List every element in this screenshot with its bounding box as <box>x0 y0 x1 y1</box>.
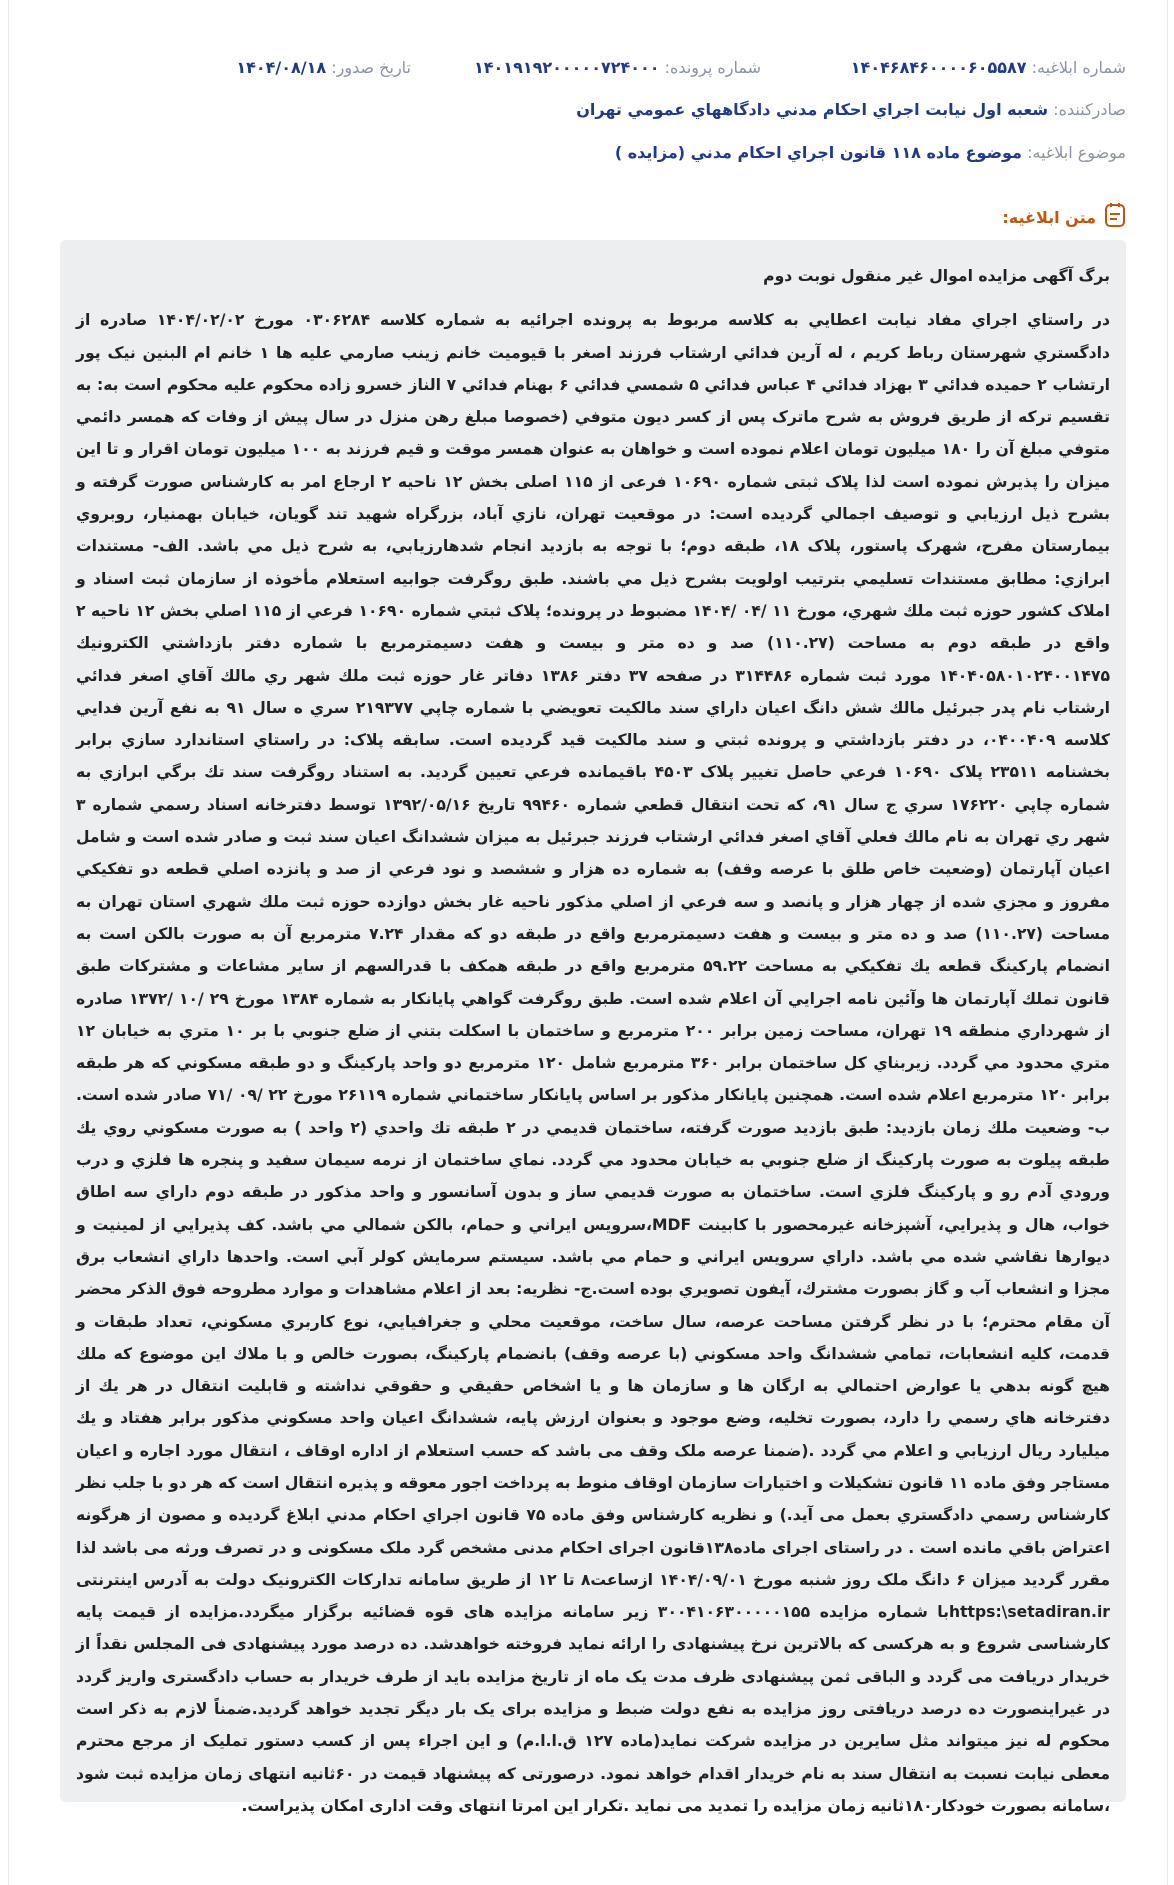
issue-date <box>236 58 411 77</box>
notice-text: در راستاي اجراي مفاد نيابت اعطايي به كلاسه مربوط به پرونده اجرائيه به شماره كلاسه ۰۳۰۶۲۸۴ مورخ ۱۴۰۴/۰۲/۰۲ صادره از دادگستري شهرستان رباط كريم ، له آرين فدائي ارشتاب فرزند اصغر با قيوميت خانم زينب صارمي عليه ها ۱ خانم ام البنين نيک پور ارتشاب ۲ حميده فدائي ۳ بهزاد فدائي ۴ عباس فدائي ۵ شمسي فدائي ۶ بهنام فدائي ۷ الناز خسرو زاده محكوم عليه محكوم است به: به تقسيم تركه از طريق فروش به شرح ماترک پس از كسر ديون متوفي (خصوصا مبلغ رهن منزل در سال پيش از وفات كه همسر دائمي متوفي مبلغ آن را ۱۸۰ ميليون تومان اعلام نموده است و خواهان به عنوان همسر موقت و قيم فرزند به ۱۰۰ ميليون تومان اقرار و تا اين ميزان را پذيرش نموده است لذا پلاک ثبتی شماره ۱۰۶۹۰ فرعی از ۱۱۵ اصلی بخش ۱۲ ناحیه ۲ ارجاع امر به كارشناس صورت گرفته و بشرح ذيل ارزيابي و توصيف اجمالي گرديده است: در موقعيت تهران، نازي آباد، بزرگراه شهيد تند گويان، خيابان بهمنيار، روبروي بيمارستان مفرح، شهرک پاستور، پلاک ۱۸، طبقه دوم؛ با توجه به بازديد انجام شدهارزيابي، به شرح ذيل مي باشد. الف- مستندات ابرازي: مطابق مستندات تسليمي بترتيب اولويت بشرح ذيل مي باشند. طبق روگرفت جوابيه استعلام مأخوذه از سازمان ثبت اسناد و املاک كشور حوزه ثبت ملك شهري، مورخ ۱۱ /۰۴ /۱۴۰۴ مضبوط در پرونده؛ پلاک ثبتي شماره ۱۰۶۹۰ فرعي از ۱۱۵ اصلي بخش ۱۲ ناحيه ۲ واقع در طبقه دوم به مساحت (۱۱۰.۲۷) صد و ده متر و بيست و هفت دسيمترمربع با شماره دفتر بازداشتي الكترونيك ۱۴۰۴۰۵۸۰۱۰۲۴۰۰۱۴۷۵ مورد ثبت شماره ۳۱۴۴۸۶ در صفحه ۳۷ دفتر ۱۳۸۶ دفاتر غار حوزه ثبت ملك شهر ري مالك آقاي اصغر فدائي ارشتاب نام پدر جبرئيل مالك شش دانگ اعيان داراي سند مالكيت تعويضي با شماره چاپي ۲۱۹۳۷۷ سري ه سال ۹۱ به نفع آرين فدايي كلاسه ۰۴۰۰۴۰۹، در دفتر بازداشتي و پرونده ثبتي و سند مالكيت قيد گرديده است. سابقه پلاک: در راستاي استاندارد سازي برابر بخشنامه ۲۳۵۱۱ پلاک ۱۰۶۹۰ فرعي حاصل تغيير پلاک ۴۵۰۳ باقيمانده فرعي تعيين گرديد. به استناد روگرفت سند تك برگي ابرازي به شماره چاپي ۱۷۶۲۲۰ سري ج سال ۹۱، كه تحت انتقال قطعي شماره ۹۹۴۶۰ تاريخ ۱۳۹۲/۰۵/۱۶ توسط دفترخانه اسناد رسمي شماره ۳ شهر ري تهران به نام مالك فعلي آقاي اصغر فدائي ارشتاب فرزند جبرئيل به ميزان ششدانگ اعيان سند ثبت و صادر شده است و شامل اعيان آپارتمان (وضعيت خاص طلق با عرصه وقف) به شماره ده هزار و ششصد و نود فرعي از صد و پانزده اصلي قطعه دو تفكيكي مفروز و مجزي شده از چهار هزار و پانصد و سه فرعي از اصلي مذكور ناحيه غار بخش دوازده حوزه ثبت ملك شهري استان تهران به مساحت (۱۱۰.۲۷) صد و ده متر و بيست و هفت دسيمترمربع واقع در طبقه دو كه مقدار ۷.۲۴ مترمربع آن به صورت بالكن است به انضمام پاركينگ قطعه يك تفكيكي به مساحت ۵۹.۲۲ مترمربع واقع در طبقه همكف با قدرالسهم از ساير مشاعات و مشتركات طبق قانون تملك آپارتمان ها وآئين نامه اجرايي آن اعلام شده است. طبق روگرفت گواهي پايانكار به شماره ۱۳۸۴ مورخ ۲۹ /۱۰ /۱۳۷۲ صادره از شهرداري منطقه ۱۹ تهران، مساحت زمين برابر ۲۰۰ مترمربع و ساختمان با اسكلت بتني از ضلع جنوبي با بر ۱۰ متري به خيابان ۱۲ متري محدود مي گردد. زيربناي كل ساختمان برابر ۳۶۰ مترمربع شامل ۱۲۰ مترمربع دو واحد پاركينگ و دو طبقه مسكوني كه هر طبقه برابر ۱۲۰ مترمربع اعلام شده است. همچنين پايانكار مذكور بر اساس پايانكار ساختماني شماره ۲۶۱۱۹ مورخ ۲۲ /۰۹ /۷۱ صادر شده است. ب- وضعيت ملك زمان بازديد: طبق بازديد صورت گرفته، ساختمان قديمي در ۲ طبقه تك واحدي (۲ واحد ) به صورت مسكوني روي يك طبقه پيلوت به صورت پاركينگ از ضلع جنوبي به خيابان محدود مي گردد. نماي ساختمان از نرمه سيمان سفيد و پنجره ها فلزي و درب ورودي آدم رو و پاركينگ فلزي است. ساختمان به صورت قديمي ساز و بدون آسانسور و واحد مذكور در طبقه دوم داراي سه اطاق خواب، هال و پذيرايي، آشپزخانه غيرمحصور با كابينت MDF،سرويس ايراني و حمام، بالكن شمالي مي باشد. كف پذيرايي از لمينيت و ديوارها نقاشي شده مي باشد. داراي سرويس ايراني و حمام مي باشد. سيستم سرمايش كولر آبي است. واحدها داراي انشعاب برق مجزا و انشعاب آب و گاز بصورت مشترك، آيفون تصويري بوده است.ج- نظريه: بعد از اعلام مشاهدات و موارد مطروحه فوق الذكر محضر آن مقام محترم؛ با در نظر گرفتن مساحت عرصه، سال ساخت، موقعيت محلي و جغرافيايي، نوع كاربري مسكوني، تعداد طبقات و قدمت، كليه انشعابات، تمامي ششدانگ واحد مسكوني (با عرصه وقف) بانضمام پاركينگ، بصورت خالص و با ملاك اين موضوع كه ملك هيچ گونه بدهي يا عوارض احتمالي به ارگان ها و سازمان ها و يا اشخاص حقيقي و حقوقي نداشته و قابليت انتقال در هر يك از دفترخانه هاي رسمي را دارد، بصورت تخليه، وضع موجود و بعنوان ارزش پايه، ششدانگ اعيان واحد مسكوني مذكور برابر هفتاد و يك ميليارد ريال ارزيابي و اعلام مي گردد .(ضمنا عرصه ملک وقف می باشد که حسب استعلام از اداره اوقاف ، انتقال مورد اجاره و اعيان مستاجر وفق ماده ۱۱ قانون تشكيلات و اختيارات سازمان اوقاف منوط به پرداخت اجور معوقه و پذيره انتقال است كه هر دو با جلب نظر كارشناس رسمي دادگستري بعمل می آيد.) و نظريه كارشناس وفق ماده ۷۵ قانون اجراي احكام مدني ابلاغ گرديده و مصون از هرگونه اعتراض باقي مانده است . در راستای اجرای ماده۱۳۸قانون اجرای احکام مدنی مشخص گرد ملک مسکونی و در تصرف ورثه می باشد لذا مقرر گردید میزان ۶ دانگ ملک روز شنبه مورخ ۱۴۰۴/۰۹/۰۱ ازساعت۸ تا ۱۲ از طریق سامانه تدارکات الکترونیک دولت به آدرس اینترنتی https:\setadiran.irبا شماره مزایده ۳۰۰۴۱۰۶۳۰۰۰۰۰۱۵۵ زیر سامانه مزایده های قوه قضائیه برگزار میگردد.مزایده از قیمت پایه کارشناسی شروع و به هرکسی که بالاترین نرخ پیشنهادی را ارائه نماید فروخته خواهدشد. ده درصد مورد پیشنهادی فی المجلس نقداً از خریدار دریافت می گردد و الباقی ثمن پیشنهادی ظرف مدت یک ماه از تاریخ مزایده باید از طرف خریدار به حساب دادگستری واریز گردد در غیراینصورت ده درصد دریافتی روز مزایده به نفع دولت ضبط و مزایده برای یک بار دیگر تجدید خواهد گردید.ضمناً لازم به ذکر است محکوم له نیز میتواند مثل سایرین در مزایده شرکت نماید(ماده ۱۲۷ ق.ا.ا.م) و این اجراء پس از کسب دستور تملیک از مرجع محترم معطی نیابت نسبت به انتقال سند به نام خریدار اقدام خواهد نمود. درصورتی که پیشنهاد قیمت در ۶۰ثانیه انتهای زمان مزایده ثبت شود ،سامانه بصورت خودکار۱۸۰ثانیه زمان مزایده را تمدید می نماید .تکرار این امرتا انتهای وقت اداری امکان پذیراست. <box>76 311 1111 1815</box>
issuer-row <box>576 100 1126 119</box>
document-icon <box>1104 202 1126 232</box>
issue-date-value: ۱۴۰۴/۰۸/۱۸ <box>236 58 327 77</box>
notice-number <box>851 58 1126 77</box>
notice-body-box <box>60 240 1126 1815</box>
case-number <box>474 58 761 77</box>
section-title-text: متن ابلاغیه: <box>1002 207 1096 227</box>
case-number-value: ۱۴۰۱۹۱۹۲۰۰۰۰۰۷۲۴۰۰۰ <box>474 58 660 77</box>
issuer-value: شعبه اول نيابت اجراي احكام مدني دادگاههاي عمومي تهران <box>576 100 1049 119</box>
notice-title: برگ آگهی مزایده اموال غیر منقول نوبت دوم <box>763 267 1110 285</box>
notice-number-value: ۱۴۰۴۶۸۴۶۰۰۰۰۶۰۵۵۸۷ <box>850 58 1027 77</box>
subject-label: موضوع ابلاغیه: <box>1027 143 1126 162</box>
section-title <box>1002 202 1126 232</box>
meta-row-numbers <box>48 58 1126 80</box>
subject-value: موضوع ماده ۱۱۸ قانون اجراي احكام مدني (مزايده ) <box>614 143 1022 162</box>
notice-body <box>76 260 1110 1822</box>
subject-row <box>615 143 1126 162</box>
notice-number-label: شماره ابلاغیه: <box>1031 58 1126 77</box>
issue-date-label: تاریخ صدور: <box>331 58 411 77</box>
case-number-label: شماره پرونده: <box>664 58 761 77</box>
issuer-label: صادرکننده: <box>1053 100 1126 119</box>
